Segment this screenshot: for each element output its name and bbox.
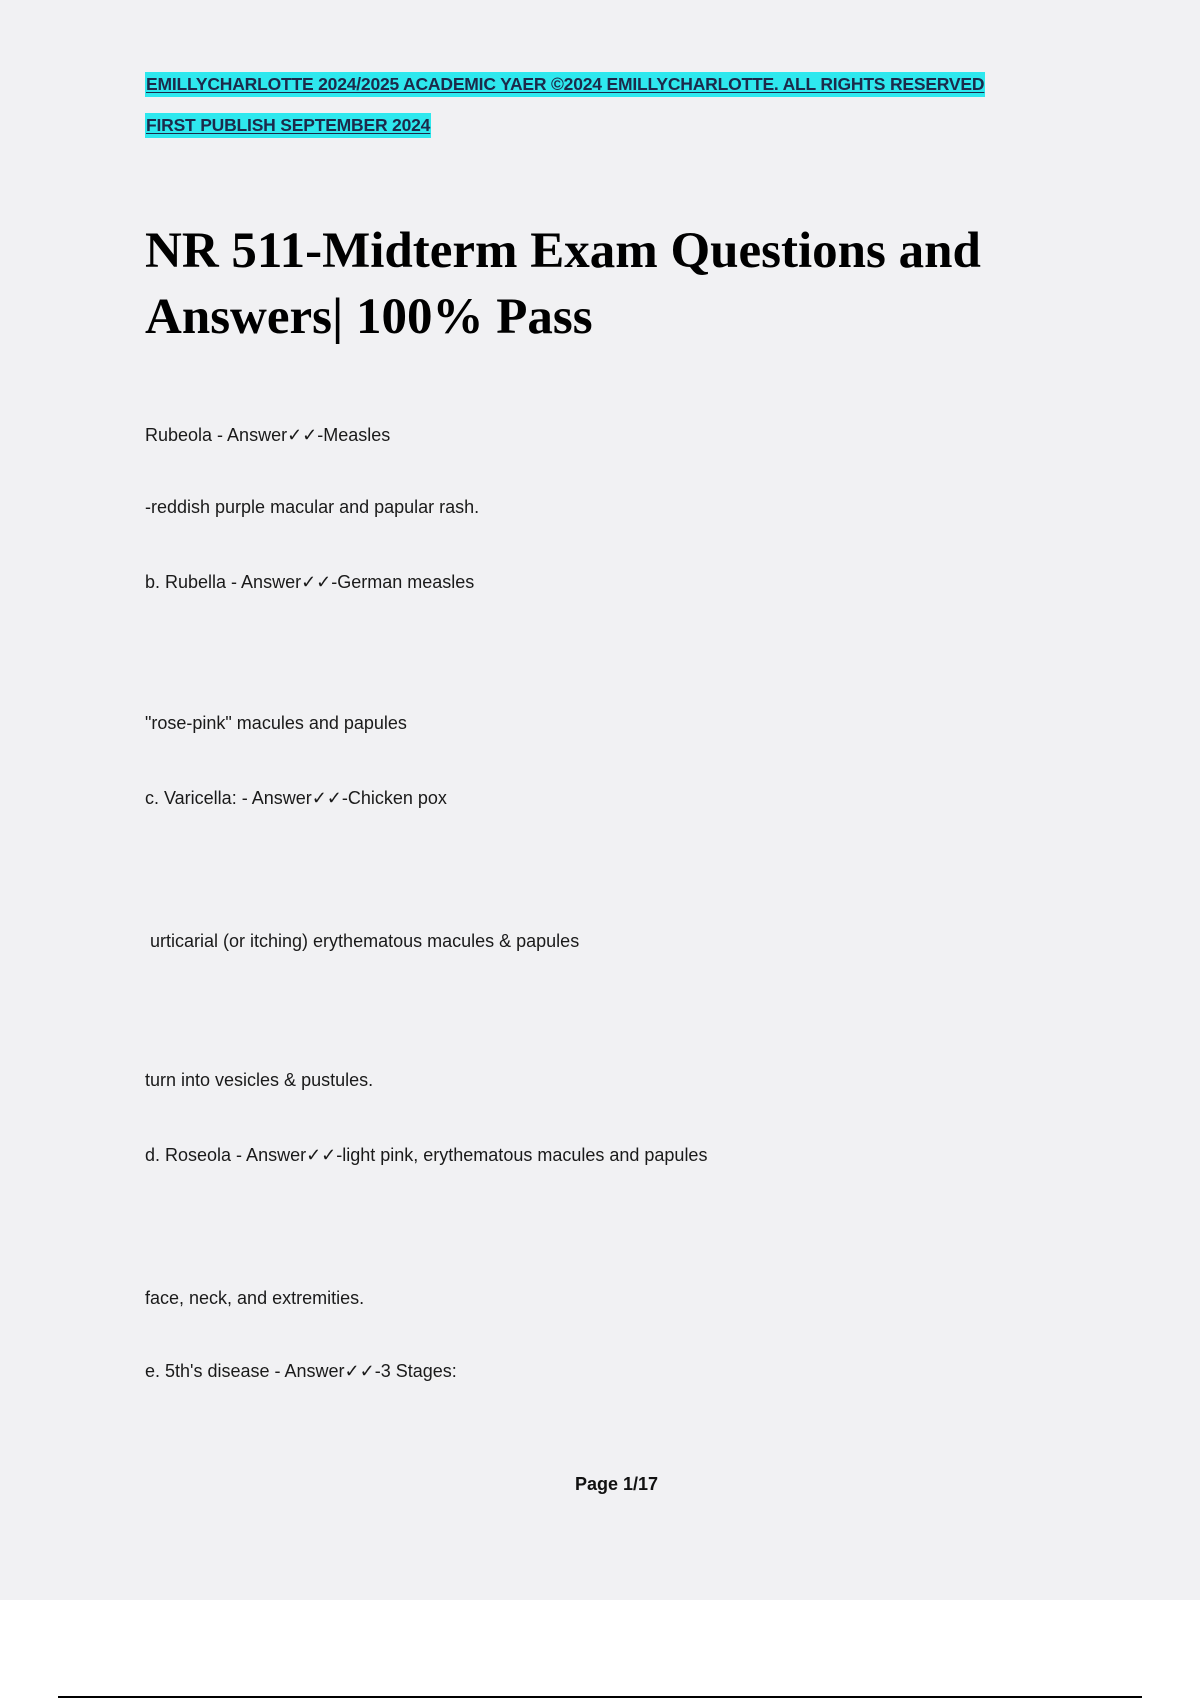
- qa-line: Rubeola - Answer✓✓-Measles: [145, 425, 391, 445]
- qa-line: b. Rubella - Answer✓✓-German measles: [145, 572, 475, 592]
- publish-date-header: [145, 115, 431, 136]
- qa-line: face, neck, and extremities.: [145, 1288, 365, 1308]
- page-divider: [58, 1696, 1142, 1698]
- qa-line: "rose-pink" macules and papules: [145, 713, 407, 733]
- qa-line: urticarial (or itching) erythematous macules & papules: [145, 931, 580, 951]
- qa-line: e. 5th's disease - Answer✓✓-3 Stages:: [145, 1361, 457, 1381]
- qa-line: d. Roseola - Answer✓✓-light pink, erythematous macules and papules: [145, 1145, 708, 1165]
- qa-line: turn into vesicles & pustules.: [145, 1070, 374, 1090]
- copyright-header: [145, 74, 985, 95]
- copyright-header-text: EMILLYCHARLOTTE 2024/2025 ACADEMIC YAER ©2024 EMILLYCHARLOTTE. ALL RIGHTS RESERVED: [145, 72, 985, 97]
- qa-line: c. Varicella: - Answer✓✓-Chicken pox: [145, 788, 447, 808]
- qa-line: -reddish purple macular and papular rash.: [145, 497, 480, 517]
- document-title: NR 511-Midterm Exam Questions and Answers| 100% Pass: [145, 223, 981, 345]
- page-number: Page 1/17: [574, 1474, 659, 1494]
- publish-date-header-text: FIRST PUBLISH SEPTEMBER 2024: [145, 113, 431, 138]
